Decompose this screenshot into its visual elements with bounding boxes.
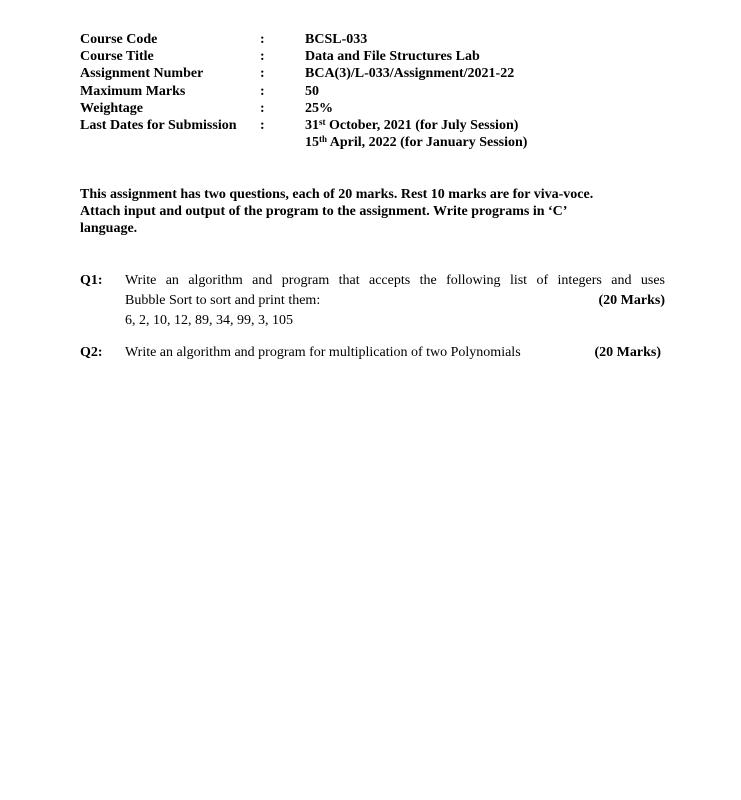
date-rest: April, 2022 (for January Session): [327, 135, 528, 151]
colon-separator: :: [260, 83, 265, 99]
maximum-marks-label: Maximum Marks: [80, 83, 186, 99]
date-ordinal-suffix: th: [319, 134, 328, 145]
colon-separator: :: [260, 100, 265, 116]
date-rest: October, 2021 (for July Session): [325, 117, 519, 133]
instructions-line: This assignment has two questions, each of 20 marks. Rest 10 marks are for viva-voce.: [80, 187, 594, 202]
course-title-label: Course Title: [80, 49, 154, 65]
weightage-value: 25%: [305, 100, 333, 116]
date-ordinal-suffix: st: [319, 116, 326, 127]
july-session-date: [305, 117, 518, 134]
instructions-paragraph: [80, 186, 660, 237]
question-body: [125, 271, 665, 331]
course-code-value: BCSL-033: [305, 32, 368, 47]
question-number: Q2:: [80, 345, 103, 360]
question-text-line: [125, 343, 665, 363]
colon-separator: :: [260, 117, 265, 133]
marks-label: (20 Marks): [598, 293, 665, 308]
course-code-label: Course Code: [80, 32, 158, 47]
colon-separator: :: [260, 66, 265, 82]
colon-separator: :: [260, 32, 265, 47]
date-day: 15: [305, 135, 319, 151]
instructions-line: Attach input and output of the program to the assignment. Write programs in ‘C’: [80, 204, 568, 219]
question-text-line: Write an algorithm and program that accepts the following list of integers and uses: [125, 273, 665, 288]
instructions-line: language.: [80, 221, 138, 236]
maximum-marks-value: 50: [305, 83, 319, 99]
question-text-line: [125, 291, 665, 311]
submission-date-label: Last Dates for Submission: [80, 117, 237, 133]
january-session-date: [305, 134, 527, 151]
question-1: [80, 271, 665, 331]
colon-separator: :: [260, 49, 265, 65]
assignment-number-label: Assignment Number: [80, 66, 204, 82]
date-day: 31: [305, 117, 319, 133]
question-text: Bubble Sort to sort and print them:: [125, 293, 321, 308]
question-text: Write an algorithm and program for multiplication of two Polynomials: [125, 345, 521, 360]
assignment-number-value: BCA(3)/L-033/Assignment/2021-22: [305, 66, 515, 82]
question-body: [125, 343, 665, 363]
integer-list: 6, 2, 10, 12, 89, 34, 99, 3, 105: [125, 313, 293, 328]
question-2: [80, 343, 665, 363]
marks-label: (20 Marks): [594, 345, 661, 360]
course-title-value: Data and File Structures Lab: [305, 49, 480, 65]
question-number: Q1:: [80, 273, 103, 288]
weightage-label: Weightage: [80, 100, 143, 116]
